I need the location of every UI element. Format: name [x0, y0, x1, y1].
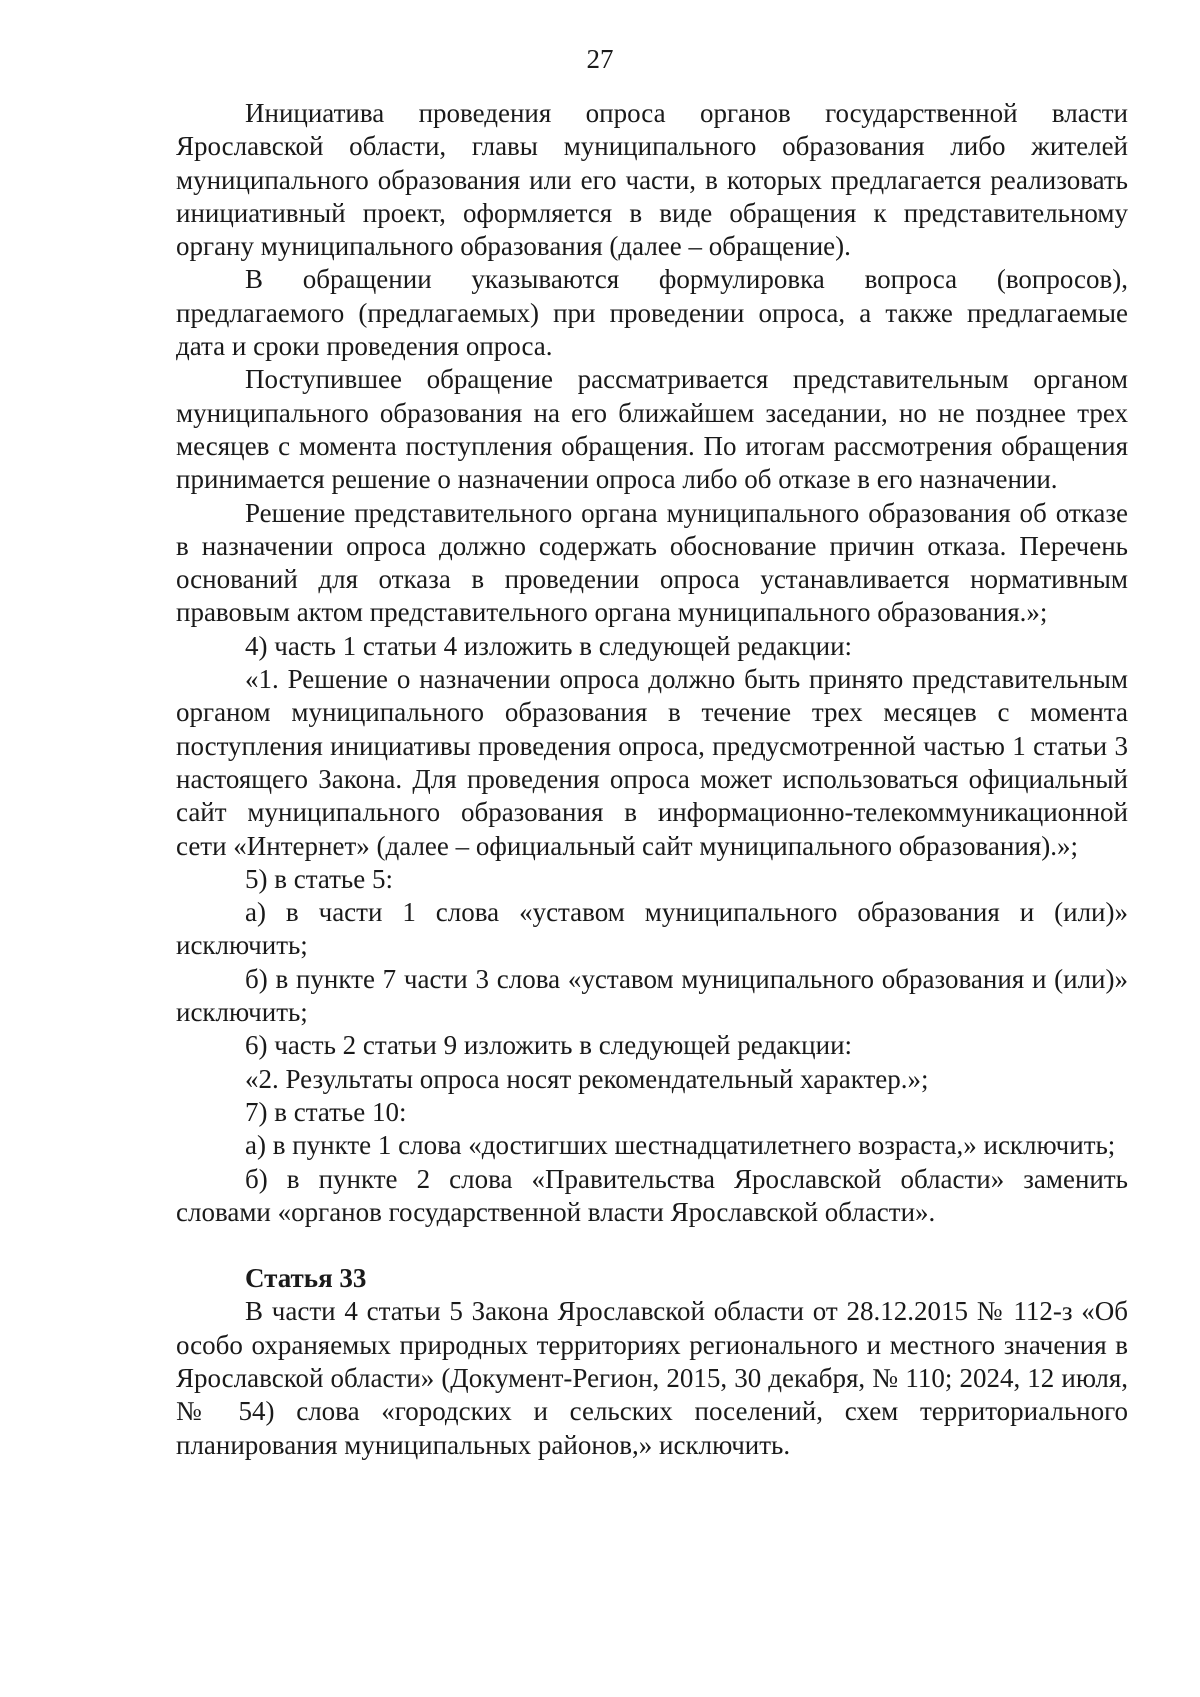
page-number: 27	[586, 44, 614, 74]
article-paragraph: В части 4 статьи 5 Закона Ярославской области от 28.12.2015 № 112-з «Об особо охраняемых природных территориях регионального и местного значения в Ярославской области» (Документ-Регион, 2015, 30 декабря, № 110; 2024, 12 июля, № 54) слова «городских и сельских поселений, схем территориального планирования муниципальных районов,» исключить.	[176, 1296, 1128, 1460]
paragraph: а) в части 1 слова «уставом муниципального образования и (или)» исключить;	[176, 897, 1128, 961]
paragraph: 7) в статье 10:	[245, 1096, 407, 1127]
paragraph: В обращении указываются формулировка вопроса (вопросов), предлагаемого (предлагаемых) при проведении опроса, а также предлагаемые дата и сроки проведения опроса.	[176, 264, 1128, 362]
document-body	[176, 97, 1128, 1462]
paragraph: б) в пункте 2 слова «Правительства Ярославской области» заменить словами «органов государственной власти Ярославской области».	[176, 1163, 1128, 1227]
paragraph: «2. Результаты опроса носят рекомендательный характер.»;	[245, 1063, 929, 1094]
paragraph: 5) в статье 5:	[245, 863, 393, 894]
paragraph: Решение представительного органа муниципального образования об отказе в назначении опроса должно содержать обоснование причин отказа. Перечень оснований для отказа в проведении опроса устанавливается нормативным правовым актом представительного органа муниципального образования.»;	[176, 497, 1128, 628]
paragraph: Инициатива проведения опроса органов государственной власти Ярославской области, главы муниципального образования либо жителей муниципального образования или его части, в которых предлагается реализовать инициативный проект, оформляется в виде обращения к представительному органу муниципального образования (далее – обращение).	[176, 98, 1128, 262]
paragraph: Поступившее обращение рассматривается представительным органом муниципального образования на его ближайшем заседании, но не позднее трех месяцев с момента поступления обращения. По итогам рассмотрения обращения принимается решение о назначении опроса либо об отказе в его назначении.	[176, 364, 1128, 495]
paragraph: 4) часть 1 статьи 4 изложить в следующей редакции:	[245, 630, 853, 661]
paragraph: а) в пункте 1 слова «достигших шестнадцатилетнего возраста,» исключить;	[245, 1130, 1116, 1161]
paragraph: «1. Решение о назначении опроса должно быть принято представительным органом муниципального образования в течение трех месяцев с момента поступления инициативы проведения опроса, предусмотренной частью 1 статьи 3 настоящего Закона. Для проведения опроса может использоваться официальный сайт муниципального образования в информационно-телекоммуникационной сети «Интернет» (далее – официальный сайт муниципального образования).»;	[176, 664, 1128, 861]
paragraph: б) в пункте 7 части 3 слова «уставом муниципального образования и (или)» исключить;	[176, 963, 1128, 1028]
article-heading: Статья 33	[245, 1263, 367, 1294]
paragraph: 6) часть 2 статьи 9 изложить в следующей редакции:	[245, 1030, 853, 1061]
